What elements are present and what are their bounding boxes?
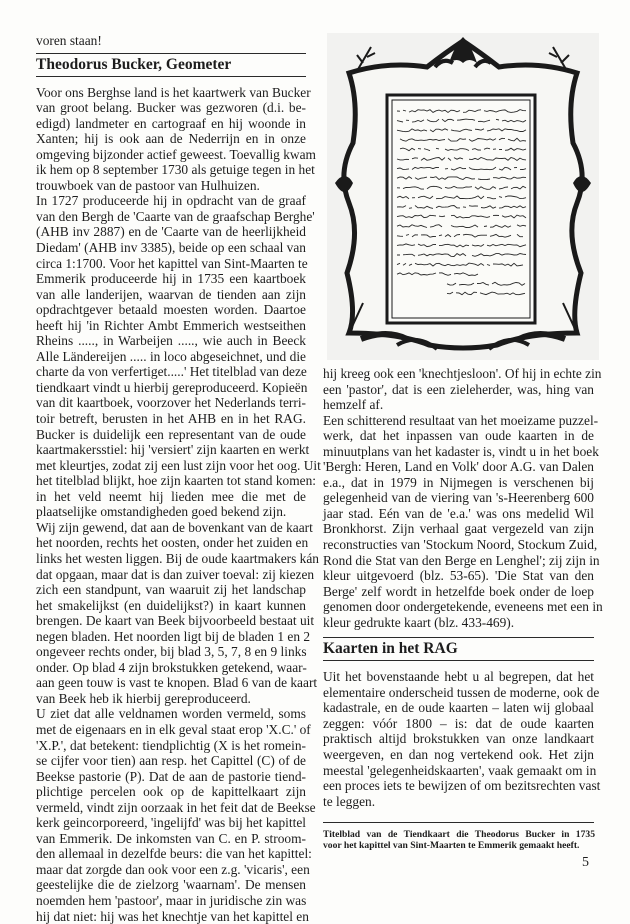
- text-line: noemden hem 'pastoor', maar in juridische zin was: [36, 892, 307, 908]
- text-line: Voor ons Berghse land is het kaartwerk van Bucker: [36, 84, 311, 100]
- text-line: van den Bergh de 'Caarte van de graafschap Berghe': [36, 208, 315, 224]
- caption-line: Titelblad van de Tiendkaart die Theodorus Bucker in 1735: [323, 829, 595, 840]
- text-line: kaartmakersstiel: hij 'versiert' zijn kaarten en werkt: [36, 442, 310, 458]
- text-line: van Emmerik. De inkomsten van C. en P. stroom-: [36, 830, 306, 846]
- text-line: reconstructies van 'Stockum Noord, Stockum Zuid,: [323, 537, 598, 553]
- text-line: U ziet dat alle veldnamen worden vermeld, soms: [36, 706, 306, 722]
- right-column: [323, 366, 603, 809]
- text-line: zeggen: vóór 1800 – is: dat de oude kaarten: [323, 715, 594, 731]
- section-body-bucker: [36, 84, 321, 924]
- text-line: Emmerik produceerde hij in 1735 een kaartboek: [36, 271, 306, 287]
- text-line: kerk geincorporeerd, 'ingelijfd' was bij het kapittel: [36, 815, 306, 831]
- text-line: Rheins ....., in Warbeijen ....., wie auch in Beeck: [36, 333, 306, 349]
- text-line: plaatselijke omstandigheden goed bekend zijn.: [36, 504, 287, 520]
- text-line: minuutplans van het kadaster is, vindt u in het boek: [323, 443, 599, 459]
- continuation-body: [323, 366, 603, 630]
- text-line: met de eigenaars en in elk geval staat erop 'X.C.' of: [36, 721, 311, 737]
- text-line: te leggen.: [323, 793, 376, 809]
- text-line: kleur gedrukte kaart (blz. 433-469).: [323, 614, 515, 630]
- text-line: In 1727 produceerde hij in opdracht van de graaf: [36, 193, 306, 209]
- text-line: het titelblad blijkt, hoe zijn kaarten tot stand komen:: [36, 473, 317, 489]
- text-line: maar dat zorgde dan ook voor een z.g. 'vicaris', een: [36, 861, 310, 877]
- text-line: onder. Op blad 4 zijn brokstukken getekend, waar-: [36, 659, 307, 675]
- text-line: het smakelijkst (en duidelijkst?) in kaart kunnen: [36, 597, 306, 613]
- text-line: negen bladen. Het noorden ligt bij de bladen 1 en 2: [36, 628, 311, 644]
- text-line: omgeving bijzonder actief geweest. Toevallig kwam: [36, 146, 316, 162]
- text-line: Wij zijn gewend, dat aan de bovenkant van de kaart: [36, 519, 313, 535]
- text-line: brengen. De kaart van Beek bijvoorbeeld bestaat uit: [36, 613, 315, 629]
- text-line: van dit kaartboek, voorzover het Nederlands terri-: [36, 395, 306, 411]
- text-line: links het westen liggen. Bij de oude kaartmakers kán: [36, 550, 319, 566]
- text-line: charte da von verfertiget.....' Het titelblad van deze: [36, 364, 307, 380]
- text-line: geestelijke die de zielzorg 'waarnam'. De mensen: [36, 877, 306, 893]
- text-line: van Beek heb ik hierbij gereproduceerd.: [36, 690, 251, 706]
- text-line: 'X.P.', dat betekent: tiendplichtig (X is het romein-: [36, 737, 306, 753]
- text-line: zich een standpunt, van waaruit zij het landschap: [36, 582, 306, 598]
- text-line: den allemaal in dezelfde beurs: die van het kapittel:: [36, 846, 312, 862]
- figure-caption: [323, 829, 595, 852]
- text-line: weergeven, en dan nog vertekend ook. Het zijn: [323, 747, 594, 763]
- text-line: elementaire onderscheid tussen de moderne, ook de: [323, 684, 600, 700]
- text-line: opdrachtgever betaald moesten worden. Daartoe: [36, 302, 306, 318]
- text-line: Diedam' (AHB inv 3385), beide op een schaal van: [36, 240, 306, 256]
- text-line: Xanten; hij is ook aan de Nederrijn en in onze: [36, 131, 306, 147]
- text-line: se cijfer voor tien) aan resp. het Capittel (C) of de: [36, 753, 306, 769]
- text-line: werk, dat het inpassen van oude kaarten in de: [323, 428, 594, 444]
- text-line: in het veld neemt hij lieden mee die met de: [36, 488, 306, 504]
- text-line: meestal 'gelegenheidskaarten', vaak gemaakt om in: [323, 762, 597, 778]
- text-line: een 'pastor', dat is een zieleherder, was, hing van: [323, 381, 594, 397]
- text-line: genomen door ondergetekende, eveneens met een in: [323, 599, 603, 615]
- text-line: het noorden, rechts het oosten, onder het zuiden en: [36, 535, 309, 551]
- text-line: plichtige percelen ook op de kapittelkaart zijn: [36, 784, 306, 800]
- text-line: 'Bergh: Heren, Land en Volk' door A.G. van Dalen: [323, 459, 594, 475]
- text-line: toir betreft, berusten in het AHB en in het RAG.: [36, 411, 306, 427]
- intro-fragment: voren staan!: [36, 33, 102, 48]
- text-line: kleur uitgevoerd (blz. 53-65). 'Die Stat van den: [323, 568, 594, 584]
- text-line: tiendkaart vindt u hierbij gereproduceerd. Kopieën: [36, 379, 308, 395]
- caption-divider: [323, 822, 594, 823]
- text-line: jaar stad. Eén van de 'e.a.' was ons medelid Wil: [323, 505, 594, 521]
- text-line: Bronkhorst. Zijn verhaal gaat vergezeld van zijn: [323, 521, 594, 537]
- text-line: kadastrale, en de oude kaarten – laten wij globaal: [323, 700, 594, 716]
- text-line: praktisch altijd brokstukken van onze landkaart: [323, 731, 594, 747]
- manuscript-cartouche-illustration: [327, 33, 599, 360]
- section-heading-block-rag: [323, 637, 594, 661]
- text-line: Uit het bovenstaande hebt u al begrepen, dat het: [323, 669, 594, 685]
- text-line: Beekse pastorie (P). Dat de aan de pastorie tiend-: [36, 768, 306, 784]
- text-line: circa 1:1700. Voor het kapittel van Sint-Maarten te: [36, 255, 308, 271]
- text-line: gelegenheid van de viering van 's-Heerenberg 600: [323, 490, 594, 506]
- text-line: hij kreeg ook een 'knechtjesloon'. Of hij in echte zin: [323, 366, 602, 381]
- caption-line: voor het kapittel van Sint-Maarten te Emmerik gemaakt heeft.: [323, 840, 580, 852]
- text-line: Een schitterend resultaat van het moeizame puzzel-: [323, 412, 599, 428]
- text-line: trouwboek van de pastoor van Hulhuizen.: [36, 177, 260, 193]
- text-line: Berge' zelf wordt in hetzelfde boek onder de loep: [323, 583, 594, 599]
- text-line: heeft hij 'in Richter Ambt Emmerich westseithen: [36, 317, 306, 333]
- text-line: edigd) landmeter en cartograaf en hij woonde in: [36, 115, 306, 131]
- text-line: een proces iets te bewijzen of om bezitsrechten vast: [323, 778, 601, 794]
- text-line: van alle landerijen, waarvan de tienden aan zijn: [36, 286, 306, 302]
- figure-title-page-image: [327, 33, 599, 360]
- text-line: aan geen touw is vast te knopen. Blad 6 van de kaart: [36, 675, 318, 691]
- text-line: ik hem op 8 september 1730 als getuige tegen in het: [36, 162, 315, 178]
- text-line: e.a., dat in 1979 in Nijmegen is verschenen bij: [323, 474, 594, 490]
- section-heading-rag: Kaarten in het RAG: [323, 640, 458, 658]
- text-line: Rond die Stat van den Berge en Lenghel'; zij zijn in: [323, 552, 600, 568]
- section-heading-block: [36, 53, 306, 77]
- text-line: (AHB inv 2887) en de 'Caarte van de heerlijkheid: [36, 224, 306, 240]
- page-number: 5: [582, 855, 589, 870]
- text-line: Alle Ländereijen ..... in loco abgeseichnet, und die: [36, 348, 306, 364]
- left-column: [36, 33, 321, 924]
- text-line: hemzelf af.: [323, 397, 384, 413]
- section-body-rag: [323, 669, 601, 809]
- text-line: ongeveer rechts onder, bij blad 3, 5, 7, 8 en 9 links: [36, 644, 307, 660]
- text-line: vermeld, vindt zijn oorzaak in het feit dat de Beekse: [36, 799, 316, 815]
- section-heading-bucker: Theodorus Bucker, Geometer: [36, 55, 232, 73]
- text-line: Bucker is duidelijk een representant van de oude: [36, 426, 306, 442]
- text-line: dat opgaan, maar dat is dan zuiver toeval: zij kiezen: [36, 566, 315, 582]
- text-line: met kleurtjes, zodat zij een lust zijn voor het oog. Uit: [36, 457, 321, 473]
- text-line: hij dat niet: hij was het knechtje van het kapittel en: [36, 908, 309, 924]
- text-line: van groot belang. Bucker was gezworen (d.i. be-: [36, 100, 306, 116]
